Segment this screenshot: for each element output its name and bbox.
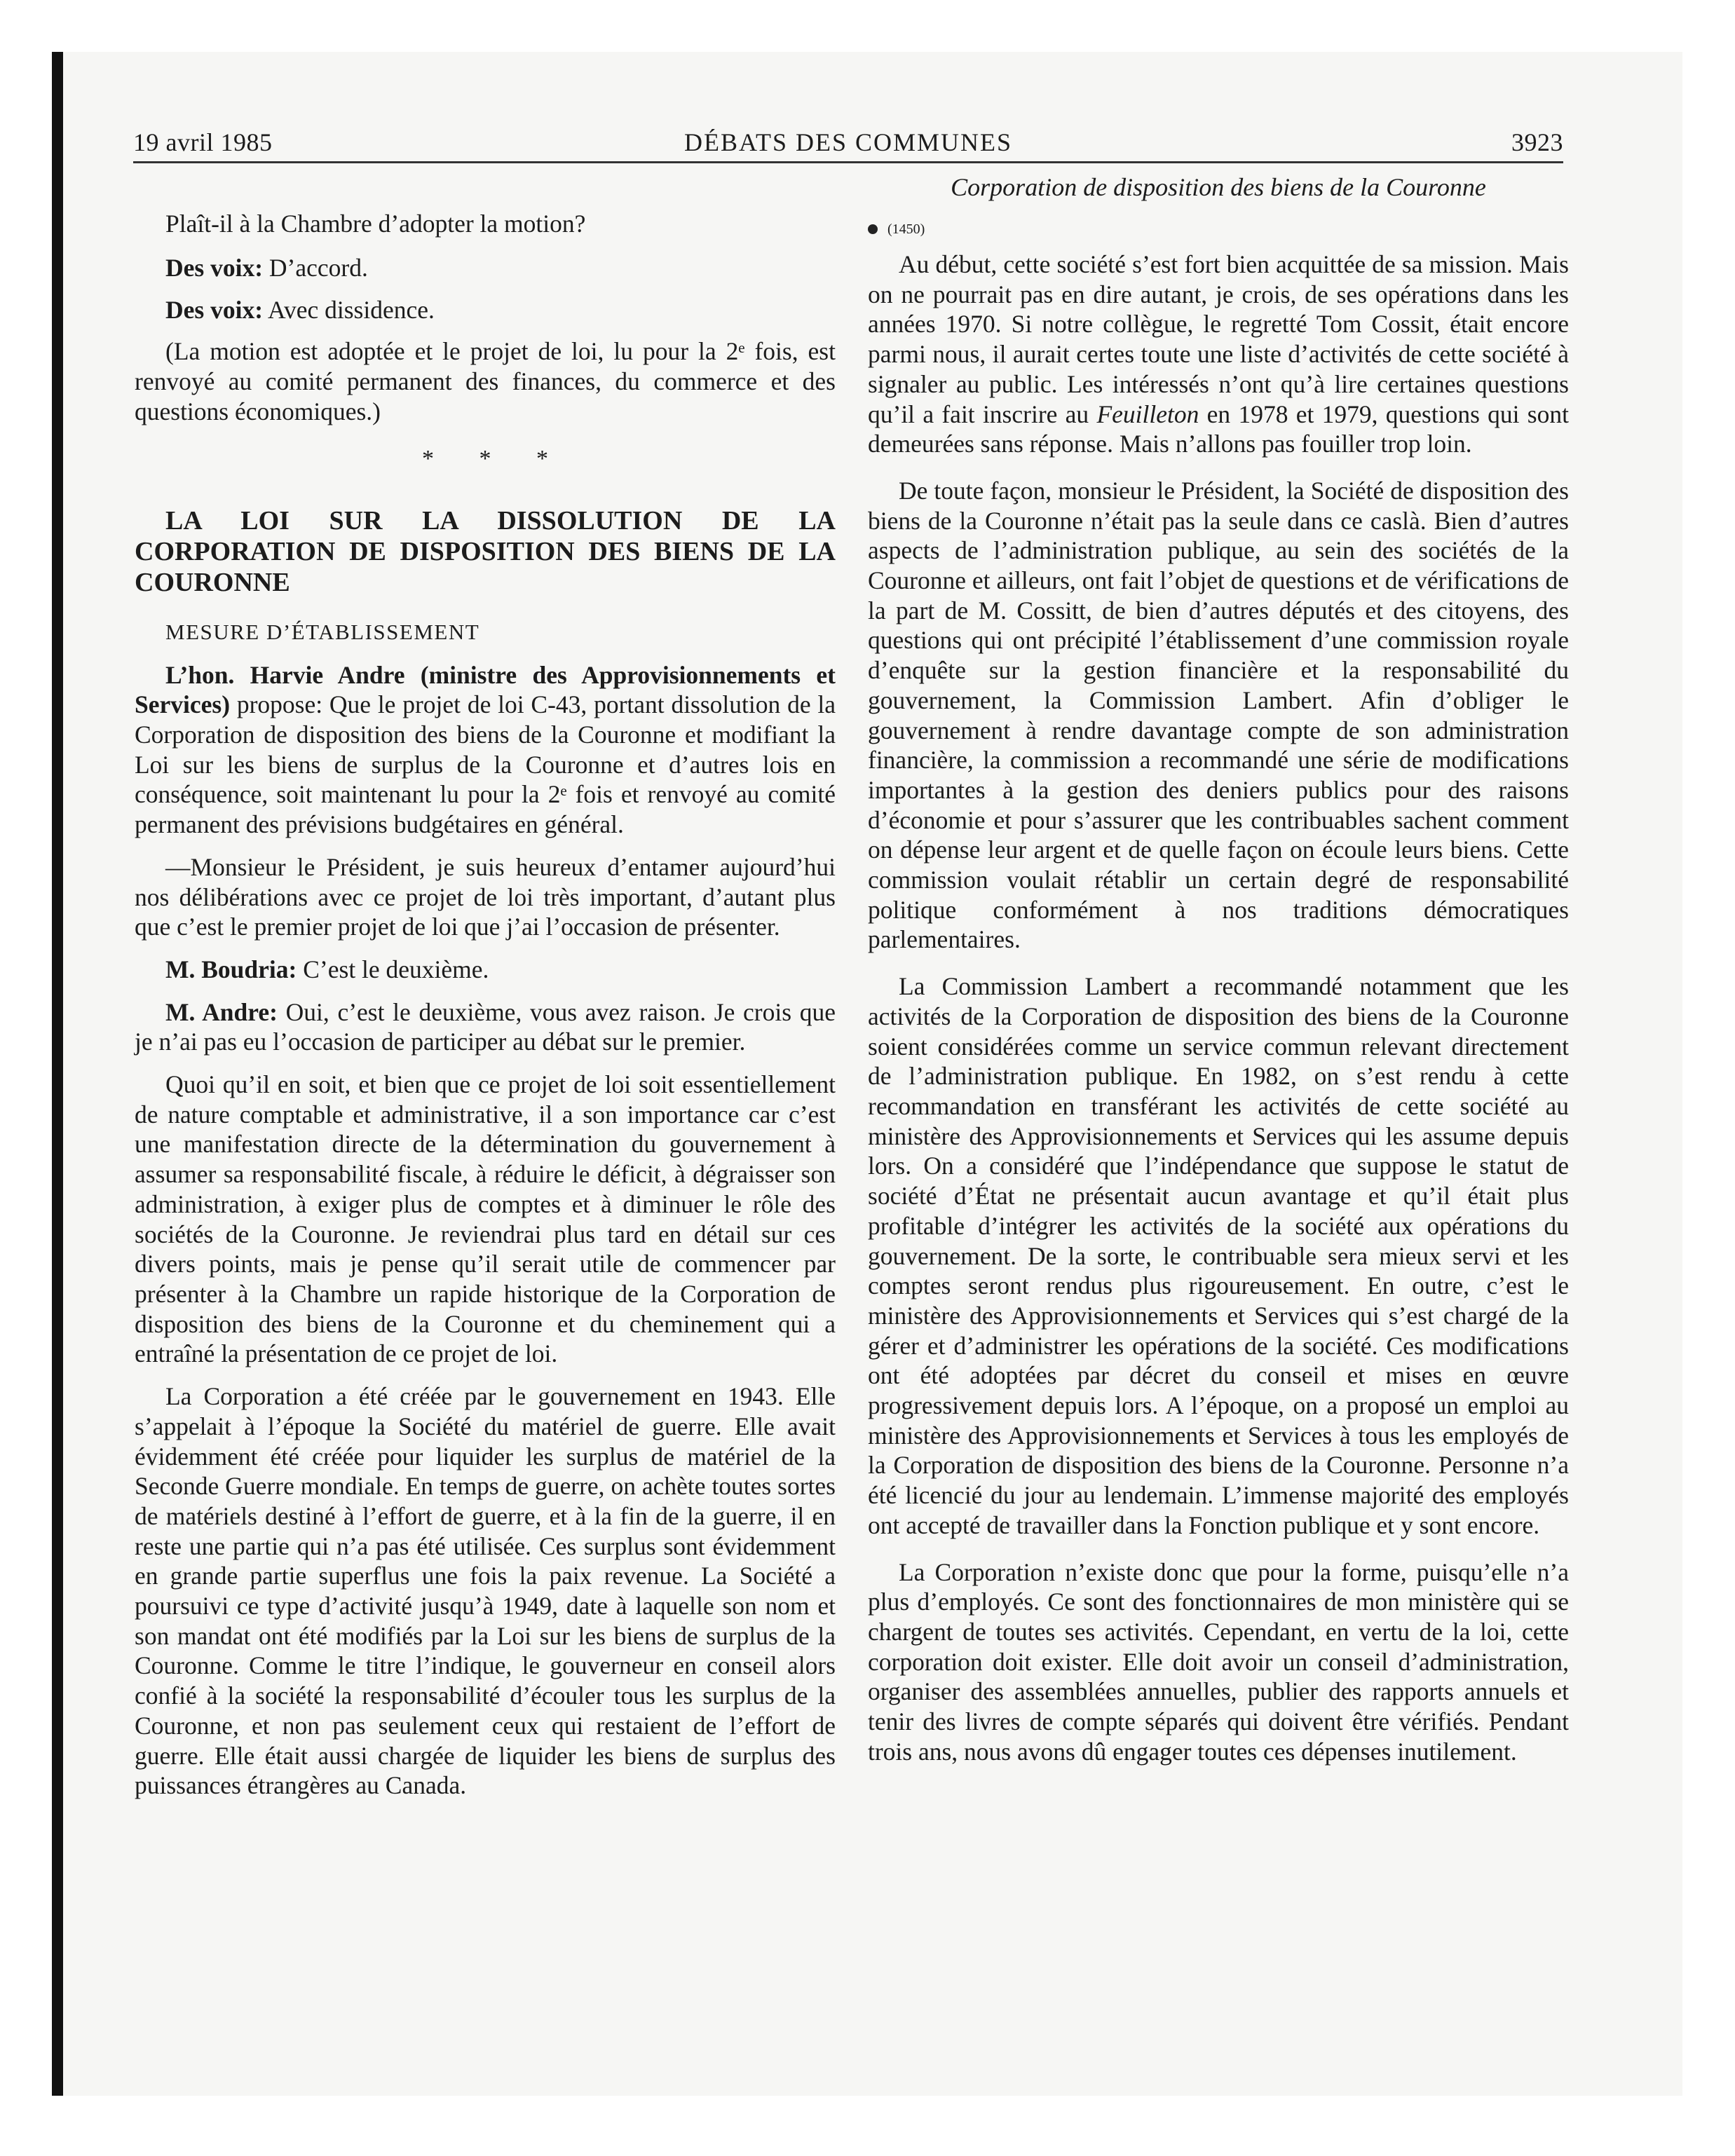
voices-agree [135, 253, 836, 283]
section-heading: LA LOI SUR LA DISSOLUTION DE LA CORPORATION DE DISPOSITION DES BIENS DE LA COURONNE [135, 505, 836, 597]
speaker: M. Boudria: [165, 955, 297, 983]
speech: Avec dissidence. [263, 296, 435, 325]
header-title: DÉBATS DES COMMUNES [683, 128, 1013, 156]
motion-question: Plaît-il à la Chambre d’adopter la motion? [165, 210, 586, 238]
speech: C’est le deuxième. [297, 955, 489, 983]
section-subheading: MESURE D’ÉTABLISSEMENT [165, 619, 480, 644]
bullet-icon [868, 224, 878, 234]
paragraph: La Corporation a été créée par le gouvernement en 1943. Elle s’appelait à l’époque la Société du matériel de guerre. Elle avait évidemment été créée pour liquider les surplus de matériel de la Seconde Guerre mondiale. En temps de guerre, on achète toutes sortes de matériels destiné à l’effort de guerre, et à la fin de la guerre, il en reste une partie qui n’a pas été utilisée. Ces surplus sont évidemment en grande partie superflus une fois la paix revenue. La Société a poursuivi ce type d’activité jusqu’à 1949, date à laquelle son nom et son mandat ont été modifiés par la Loi sur les biens de surplus de la Couronne. Comme le titre l’indique, le gouverneur en conseil alors confié à la société la responsabilité d’écouler tous les surplus de la Couronne, et non pas seulement ceux qui restaient de l’effort de guerre. Elle était aussi chargée de liquider les biens de surplus des puissances étrangères au Canada. [135, 1382, 836, 1800]
header-page-number: 3923 [1511, 128, 1563, 156]
right-column [868, 172, 1569, 1766]
speaker: Des voix: [165, 253, 264, 282]
emphasis: Feuilleton [1096, 400, 1199, 428]
paragraph: —Monsieur le Président, je suis heureux d’entamer aujourd’hui nos délibérations avec ce projet de loi très important, d’autant plus que c’est le premier projet de loi que j’ai l’occasion de présenter. [135, 852, 836, 941]
paragraph: Quoi qu’il en soit, et bien que ce projet de loi soit essentiellement de nature comptable et administrative, il a son importance car c’est une manifestation directe de la détermination du gouvernement à assumer sa responsabilité fiscale, à réduire le déficit, à dégraisser son administration, à exiger plus de comptes et à diminuer le rôle des sociétés de la Couronne. Je reviendrai plus tard en détail sur ces divers points, mais je pense qu’il serait utile de commencer par présenter à la Chambre un rapide historique de la Corporation de disposition des biens de la Couronne et du cheminement qui a entraîné la présentation de ce projet de loi. [135, 1070, 836, 1368]
speaker: Des voix: [165, 296, 264, 325]
andre-reply [135, 997, 836, 1057]
paragraph [868, 250, 1569, 459]
speaker: M. Andre: [165, 997, 278, 1026]
text: Au début, cette société s’est fort bien acquittée de sa mission. Mais on ne pourrait pas en dire autant, je crois, de ses opérations dans les années 1970. Si notre collègue, le regretté Tom Cossit, était encore parmi nous, il aurait certes toute une liste d’activités de cette société à signaler au public. Les intéressés n’ont qu’à lire certaines questions qu’il a fait inscrire au [868, 250, 1569, 428]
running-title: Corporation de disposition des biens de la Couronne [951, 173, 1486, 201]
left-column [135, 172, 836, 1801]
speaker: L’hon. Harvie Andre (ministre des Approvisionnements et Services) [135, 660, 836, 719]
speech: Oui, c’est le deuxième, vous avez raison. Je crois que je n’ai pas eu l’occasion de participer au débat sur le premier. [135, 997, 836, 1056]
header-date: 19 avril 1985 [133, 128, 273, 156]
time-marker-text: (1450) [887, 221, 925, 237]
paragraph: La Commission Lambert a recommandé notamment que les activités de la Corporation de disposition des biens de la Couronne soient considérées comme un service commun relevant directement de l’administration publique. En 1982, on s’est rendu à cette recommandation en transférant les activités de cette société au ministère des Approvisionnements et Services qui les assume depuis lors. On a considéré que l’indépendance que suppose le statut de société d’État ne présentait aucun avantage et qu’il était plus profitable d’intégrer les activités de la société aux opérations du gouvernement. De la sorte, le contribuable sera mieux servi et les comptes seront rendus plus rigoureusement. En outre, c’est le ministère des Approvisionnements et Services qui s’est chargé de la gérer et d’administrer les opérations de la société. Ces modifications ont été adoptées par décret du conseil et mises en œuvre progressivement depuis lors. A l’époque, on a proposé un emploi au ministère des Approvisionnements et Services à tous les employés de la Corporation de disposition des biens de la Couronne. Personne n’a été licencié du jour au lendemain. L’immense majorité des employés ont accepté de travailler dans la Fonction publique et y sont encore. [868, 972, 1569, 1539]
andre-motion [135, 660, 836, 840]
time-marker [868, 209, 1569, 250]
boudria-remark [135, 955, 836, 985]
scan-edge [52, 52, 63, 2096]
text: en 1978 et 1979, questions qui sont demeurées sans réponse. Mais n’allons pas fouiller trop loin. [868, 400, 1569, 458]
paragraph: La Corporation n’existe donc que pour la forme, puisqu’elle n’a plus d’employés. Ce sont des fonctionnaires de mon ministère qui se chargent de toutes ses activités. Cependant, en vertu de la loi, cette corporation doit exister. Elle doit avoir un conseil d’administration, organiser des assemblées annuelles, publier des rapports annuels et tenir des livres de compte séparés qui doivent être vérifiés. Pendant trois ans, nous avons dû engager toutes ces dépenses inutilement. [868, 1557, 1569, 1766]
section-separator: * * * [422, 446, 568, 472]
paragraph: De toute façon, monsieur le Président, la Société de disposition des biens de la Couronne n’était pas la seule dans ce caslà. Bien d’autres aspects de l’administration publique, au sein des sociétés de la Couronne et ailleurs, ont fait l’objet de questions et de vérifications de la part de M. Cossitt, de bien d’autres députés et des citoyens, des questions qui ont précipité l’établissement d’une commission royale d’enquête sur la gestion financière et la responsabilité du gouvernement, la Commission Lambert. Afin d’obliger le gouvernement à rendre davantage compte de son administration financière, la commission a recommandé une série de modifications importantes à la gestion des deniers publics pour des raisons d’économie et pour s’assurer que les contribuables sachent comment on dépense leur argent et de quelle façon on écoule leurs biens. Cette commission voulait rétablir un certain degré de responsabilité politique conformément à nos traditions démocratiques parlementaires. [868, 476, 1569, 954]
spacer [135, 172, 836, 209]
speech: propose: Que le projet de loi C-43, portant dissolution de la Corporation de disposition des biens de la Couronne et modifiant la Loi sur les biens de surplus de la Couronne et d’autres lois en conséquence, soit maintenant lu pour la 2ᵉ fois et renvoyé au comité permanent des prévisions budgétaires en général. [135, 690, 836, 839]
voices-dissent [135, 295, 836, 325]
speech: D’accord. [263, 253, 368, 282]
page-header [133, 125, 1563, 163]
motion-adopted: (La motion est adoptée et le projet de loi, lu pour la 2ᵉ fois, est renvoyé au comité permanent des finances, du commerce et des questions économiques.) [135, 337, 836, 425]
